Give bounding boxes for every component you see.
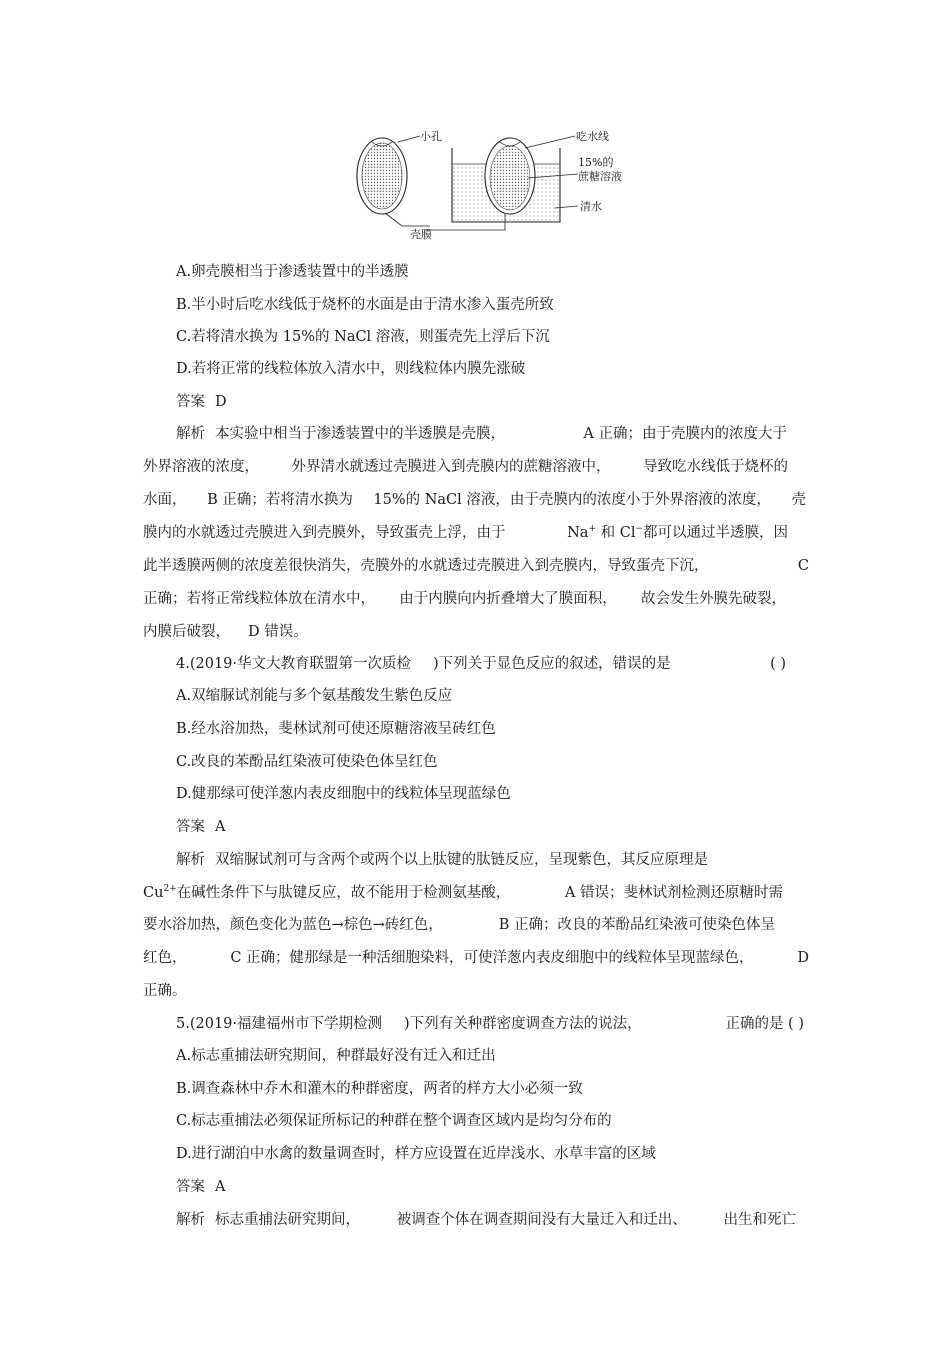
q3-answer — [176, 392, 227, 412]
text-segment: 故会发生外膜先破裂， — [641, 591, 786, 607]
right-egg-shell — [485, 138, 535, 214]
analysis-label: 解析 — [176, 852, 205, 868]
text-segment: 正确；若将正常线粒体放在清水中， — [143, 591, 375, 607]
text-segment: 此半透膜两侧的浓度差很快消失，壳膜外的水就透过壳膜进入到壳膜内，导致蛋壳下沉， — [143, 558, 709, 574]
text-segment: 要水浴加热，颜色变化为蓝色→棕色→砖红色， — [143, 917, 443, 933]
text-segment: B 正确；若将清水换为 — [207, 492, 353, 508]
q3-option-b: B.半小时后吃水线低于烧杯的水面是由于清水渗入蛋壳所致 — [176, 297, 554, 313]
answer-label: 答案 — [176, 1179, 205, 1195]
q3-analysis-line-7 — [143, 622, 308, 642]
superscript: 2+ — [163, 884, 177, 894]
answer-value: A — [215, 1179, 226, 1195]
analysis-label: 解析 — [176, 426, 205, 442]
q3-analysis-line-3 — [143, 490, 806, 510]
text-segment: A 错误；斐林试剂检测还原糖时需 — [564, 885, 783, 901]
q4-analysis-line-1 — [176, 850, 708, 870]
q3-option-d: D.若将正常的线粒体放入清水中，则线粒体内膜先涨破 — [176, 361, 526, 377]
text-segment: 外界清水就透过壳膜进入到壳膜内的蔗糖溶液中， — [291, 459, 611, 475]
text-segment: B 正确；改良的苯酚品红染液可使染色体呈 — [498, 917, 775, 933]
q3-option-c: C.若将清水换为 15%的 NaCl 溶液，则蛋壳先上浮后下沉 — [176, 329, 550, 345]
text-segment: D — [797, 950, 809, 966]
q3-analysis-line-4 — [143, 523, 788, 543]
q5-analysis-line-1 — [176, 1210, 796, 1230]
text-segment: 本实验中相当于渗透装置中的半透膜是壳膜， — [215, 426, 505, 442]
q4-analysis-line-5: 正确。 — [143, 983, 187, 999]
label-solution-line1: 15%的 — [578, 156, 614, 169]
chem-cu: Cu — [143, 885, 164, 901]
answer-label: 答案 — [176, 819, 205, 835]
text-segment: C 正确；健那绿是一种活细胞染料，可使洋葱内表皮细胞中的线粒体呈现蓝绿色， — [230, 950, 754, 966]
analysis-label: 解析 — [176, 1212, 205, 1228]
answer-value: D — [215, 394, 227, 410]
chem-na: Na — [567, 525, 589, 541]
answer-label: 答案 — [176, 394, 205, 410]
label-waterline: 吃水线 — [576, 130, 609, 143]
label-water: 清水 — [580, 200, 602, 213]
text-segment: 内膜后破裂， — [143, 624, 230, 640]
text-segment: 红色， — [143, 950, 187, 966]
q4-option-a: A.双缩脲试剂能与多个氨基酸发生紫色反应 — [176, 688, 453, 704]
q3-option-a: A.卵壳膜相当于渗透装置中的半透膜 — [176, 264, 409, 280]
q4-stem — [176, 654, 786, 674]
q4-analysis-line-3 — [143, 915, 775, 935]
text-segment: 壳 — [791, 492, 806, 508]
q3-analysis-line-2 — [143, 457, 788, 477]
text-segment: D 错误。 — [248, 624, 308, 640]
text-segment: 都可以通过半透膜，因 — [643, 525, 788, 541]
label-shell: 壳膜 — [410, 228, 432, 241]
q4-question: )下列关于显色反应的叙述，错误的是 — [433, 656, 671, 672]
text-segment: 由于内膜向内折叠增大了膜面积， — [399, 591, 617, 607]
text-segment: 被调查个体在调查期间没有大量迁入和迁出、 — [396, 1212, 687, 1228]
q5-answer — [176, 1177, 225, 1197]
q5-question-end: 正确的是 ( ) — [725, 1016, 804, 1032]
label-solution-line2: 蔗糖溶液 — [578, 170, 622, 183]
text-segment: 标志重捕法研究期间， — [215, 1212, 360, 1228]
text-segment: A 正确；由于壳膜内的浓度大于 — [583, 426, 787, 442]
q4-answer — [176, 817, 225, 837]
answer-value: A — [215, 819, 226, 835]
q5-option-b: B.调查森林中乔木和灌木的种群密度，两者的样方大小必须一致 — [176, 1081, 583, 1097]
text-segment: 导致吃水线低于烧杯的 — [643, 459, 788, 475]
superscript: − — [635, 524, 643, 534]
q4-option-d: D.健那绿可使洋葱内表皮细胞中的线粒体呈现蓝绿色 — [176, 786, 511, 802]
left-egg-shell — [357, 138, 407, 214]
osmosis-egg-figure — [340, 118, 640, 248]
label-hole: 小孔 — [420, 130, 442, 143]
q5-option-c: C.标志重捕法必须保证所标记的种群在整个调查区域内是均匀分布的 — [176, 1113, 612, 1129]
q3-analysis-line-1 — [176, 424, 787, 444]
q4-analysis-line-4 — [143, 948, 809, 968]
q5-source: 5.(2019·福建福州市下学期检测 — [176, 1016, 383, 1032]
text-segment: 双缩脲试剂可与含两个或两个以上肽键的肽链反应，呈现紫色，其反应原理是 — [215, 852, 708, 868]
text-segment: 在碱性条件下与肽键反应，故不能用于检测氨基酸， — [176, 885, 511, 901]
q5-question: )下列有关种群密度调查方法的说法， — [404, 1016, 642, 1032]
text-segment: 膜内的水就透过壳膜进入到壳膜外，导致蛋壳上浮，由于 — [143, 525, 506, 541]
q5-stem — [176, 1014, 804, 1034]
q3-analysis-line-5 — [143, 556, 809, 576]
superscript: + — [588, 524, 596, 534]
chem-cl: 和 Cl — [600, 525, 636, 541]
text-segment: 水面， — [143, 492, 187, 508]
q5-option-d: D.进行湖泊中水禽的数量调查时，样方应设置在近岸浅水、水草丰富的区域 — [176, 1146, 656, 1162]
text-segment: 外界溶液的浓度， — [143, 459, 259, 475]
q5-option-a: A.标志重捕法研究期间，种群最好没有迁入和迁出 — [176, 1048, 496, 1064]
q4-option-c: C.改良的苯酚品红染液可使染色体呈红色 — [176, 754, 438, 770]
text-segment: C — [797, 558, 809, 574]
q4-option-b: B.经水浴加热，斐林试剂可使还原糖溶液呈砖红色 — [176, 721, 496, 737]
q3-analysis-line-6 — [143, 589, 786, 609]
text-segment: 15%的 NaCl 溶液，由于壳膜内的浓度小于外界溶液的浓度， — [373, 492, 771, 508]
q4-source: 4.(2019·华文大教育联盟第一次质检 — [176, 656, 412, 672]
answer-paren: ( ) — [770, 656, 786, 672]
text-segment: 出生和死亡 — [723, 1212, 796, 1228]
q4-analysis-line-2 — [143, 883, 783, 903]
